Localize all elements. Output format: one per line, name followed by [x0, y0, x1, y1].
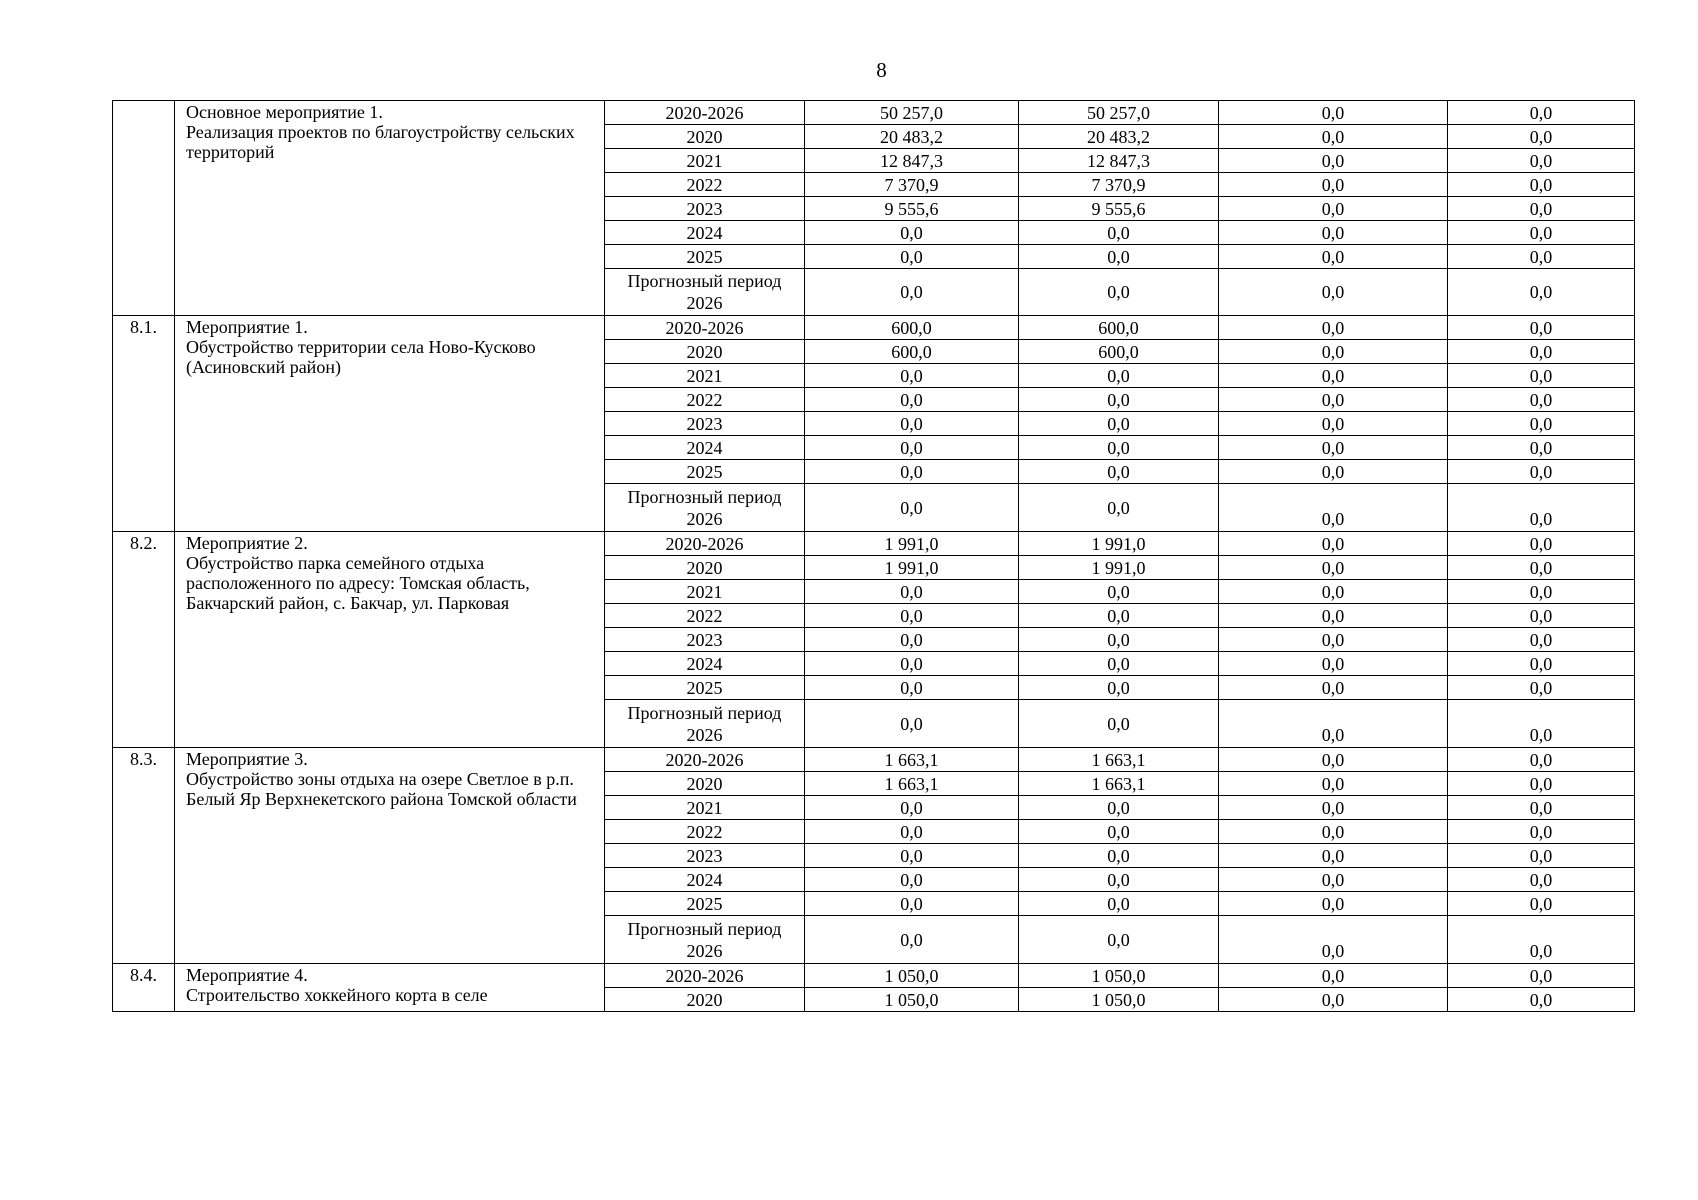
- amount-cell: 0,0: [1219, 628, 1448, 652]
- item-name-cell: [175, 532, 605, 748]
- item-name-cell: [175, 316, 605, 532]
- amount-cell: 0,0: [1448, 316, 1635, 340]
- amount-cell: 1 663,1: [805, 748, 1019, 772]
- amount-cell: 0,0: [1219, 844, 1448, 868]
- amount-cell: 0,0: [1448, 436, 1635, 460]
- amount-cell: 1 050,0: [805, 964, 1019, 988]
- amount-cell: 20 483,2: [1019, 125, 1219, 149]
- table-row: [113, 748, 1635, 772]
- period-cell: 2023: [605, 628, 805, 652]
- amount-cell: 0,0: [1219, 772, 1448, 796]
- amount-cell: 7 370,9: [805, 173, 1019, 197]
- amount-cell: 0,0: [805, 436, 1019, 460]
- amount-cell: 0,0: [1448, 460, 1635, 484]
- amount-cell: 0,0: [1448, 964, 1635, 988]
- amount-cell: 0,0: [805, 388, 1019, 412]
- amount-cell: 0,0: [1448, 364, 1635, 388]
- amount-cell: 0,0: [1019, 628, 1219, 652]
- amount-cell: 0,0: [1219, 652, 1448, 676]
- amount-cell: 0,0: [1019, 796, 1219, 820]
- period-cell: Прогнозный период 2026: [605, 484, 805, 532]
- amount-cell: 12 847,3: [1019, 149, 1219, 173]
- period-cell: 2024: [605, 868, 805, 892]
- item-description: Строительство хоккейного корта в селе: [186, 985, 488, 1005]
- period-cell: 2020: [605, 988, 805, 1012]
- amount-cell: 0,0: [1448, 988, 1635, 1012]
- amount-cell: 0,0: [1448, 532, 1635, 556]
- amount-cell: 0,0: [805, 412, 1019, 436]
- table-row: [113, 964, 1635, 988]
- amount-cell: 0,0: [1448, 221, 1635, 245]
- amount-cell: 0,0: [805, 628, 1019, 652]
- item-number: 8.1.: [113, 316, 175, 532]
- amount-cell: 50 257,0: [1019, 101, 1219, 125]
- amount-cell: 0,0: [1448, 604, 1635, 628]
- amount-cell: 0,0: [1219, 580, 1448, 604]
- amount-cell: 0,0: [1219, 173, 1448, 197]
- amount-cell: 0,0: [1019, 700, 1219, 748]
- amount-cell: 0,0: [1219, 197, 1448, 221]
- item-title: Мероприятие 3.: [186, 749, 308, 769]
- amount-cell: 1 663,1: [1019, 772, 1219, 796]
- amount-cell: 1 991,0: [805, 556, 1019, 580]
- amount-cell: 0,0: [1448, 149, 1635, 173]
- amount-cell: 0,0: [1219, 245, 1448, 269]
- amount-cell: 1 991,0: [805, 532, 1019, 556]
- amount-cell: 0,0: [805, 868, 1019, 892]
- table-row: [113, 101, 1635, 125]
- period-cell: 2025: [605, 676, 805, 700]
- amount-cell: 0,0: [1019, 460, 1219, 484]
- amount-cell: 0,0: [1448, 484, 1635, 532]
- amount-cell: 0,0: [1219, 700, 1448, 748]
- period-cell: 2024: [605, 652, 805, 676]
- amount-cell: 0,0: [1219, 748, 1448, 772]
- period-cell: 2022: [605, 173, 805, 197]
- amount-cell: 0,0: [1448, 844, 1635, 868]
- amount-cell: 0,0: [1019, 388, 1219, 412]
- period-cell: 2024: [605, 221, 805, 245]
- amount-cell: 0,0: [805, 916, 1019, 964]
- amount-cell: 0,0: [1019, 652, 1219, 676]
- amount-cell: 0,0: [1448, 173, 1635, 197]
- amount-cell: 0,0: [1019, 221, 1219, 245]
- amount-cell: 0,0: [1219, 796, 1448, 820]
- amount-cell: 0,0: [1448, 700, 1635, 748]
- amount-cell: 0,0: [1219, 916, 1448, 964]
- period-cell: 2023: [605, 844, 805, 868]
- amount-cell: 0,0: [1219, 316, 1448, 340]
- amount-cell: 0,0: [1448, 676, 1635, 700]
- period-cell: 2020: [605, 340, 805, 364]
- period-cell: 2022: [605, 388, 805, 412]
- amount-cell: 0,0: [1448, 388, 1635, 412]
- amount-cell: 1 663,1: [805, 772, 1019, 796]
- period-cell: 2021: [605, 149, 805, 173]
- amount-cell: 0,0: [1019, 820, 1219, 844]
- item-description: Обустройство зоны отдыха на озере Светлое в р.п. Белый Яр Верхнекетского района Томской области: [186, 769, 577, 809]
- amount-cell: 0,0: [1448, 340, 1635, 364]
- period-cell: 2020-2026: [605, 964, 805, 988]
- item-name-cell: [175, 748, 605, 964]
- amount-cell: 0,0: [805, 676, 1019, 700]
- period-cell: 2021: [605, 796, 805, 820]
- amount-cell: 0,0: [1448, 580, 1635, 604]
- amount-cell: 7 370,9: [1019, 173, 1219, 197]
- amount-cell: 0,0: [1448, 628, 1635, 652]
- amount-cell: 0,0: [1219, 436, 1448, 460]
- item-title: Мероприятие 2.: [186, 533, 308, 553]
- period-cell: 2025: [605, 892, 805, 916]
- amount-cell: 600,0: [1019, 316, 1219, 340]
- item-number: 8.2.: [113, 532, 175, 748]
- period-cell: 2023: [605, 197, 805, 221]
- period-cell: 2020-2026: [605, 101, 805, 125]
- period-cell: 2023: [605, 412, 805, 436]
- item-name-cell: [175, 101, 605, 316]
- period-cell: 2022: [605, 820, 805, 844]
- amount-cell: 0,0: [1448, 868, 1635, 892]
- amount-cell: 0,0: [1219, 269, 1448, 316]
- amount-cell: 1 050,0: [1019, 964, 1219, 988]
- amount-cell: 9 555,6: [805, 197, 1019, 221]
- amount-cell: 0,0: [1219, 868, 1448, 892]
- amount-cell: 0,0: [805, 700, 1019, 748]
- amount-cell: 0,0: [1219, 988, 1448, 1012]
- item-name-cell: [175, 964, 605, 1012]
- amount-cell: 0,0: [1019, 868, 1219, 892]
- amount-cell: 0,0: [805, 269, 1019, 316]
- item-title: Основное мероприятие 1.: [186, 102, 383, 122]
- period-cell: 2021: [605, 364, 805, 388]
- amount-cell: 600,0: [805, 340, 1019, 364]
- period-cell: 2021: [605, 580, 805, 604]
- amount-cell: 0,0: [1448, 796, 1635, 820]
- item-number: 8.4.: [113, 964, 175, 1012]
- amount-cell: 0,0: [1448, 197, 1635, 221]
- amount-cell: 0,0: [1219, 364, 1448, 388]
- amount-cell: 0,0: [1019, 580, 1219, 604]
- amount-cell: 0,0: [1219, 556, 1448, 580]
- amount-cell: 0,0: [1019, 436, 1219, 460]
- amount-cell: 0,0: [1219, 964, 1448, 988]
- amount-cell: 0,0: [1219, 221, 1448, 245]
- amount-cell: 1 991,0: [1019, 532, 1219, 556]
- amount-cell: 0,0: [1448, 412, 1635, 436]
- period-cell: Прогнозный период 2026: [605, 269, 805, 316]
- amount-cell: 0,0: [1019, 844, 1219, 868]
- amount-cell: 0,0: [1019, 269, 1219, 316]
- amount-cell: 0,0: [1219, 532, 1448, 556]
- period-cell: 2020-2026: [605, 748, 805, 772]
- period-cell: 2020-2026: [605, 316, 805, 340]
- amount-cell: 600,0: [1019, 340, 1219, 364]
- amount-cell: 0,0: [1019, 412, 1219, 436]
- amount-cell: 0,0: [1019, 604, 1219, 628]
- amount-cell: 0,0: [805, 484, 1019, 532]
- amount-cell: 0,0: [1019, 484, 1219, 532]
- amount-cell: 20 483,2: [805, 125, 1019, 149]
- period-cell: 2025: [605, 245, 805, 269]
- period-cell: 2020-2026: [605, 532, 805, 556]
- amount-cell: 0,0: [1219, 604, 1448, 628]
- amount-cell: 0,0: [1448, 820, 1635, 844]
- amount-cell: 0,0: [1219, 820, 1448, 844]
- period-cell: 2020: [605, 125, 805, 149]
- funding-table-body: [113, 101, 1635, 1012]
- amount-cell: 0,0: [1219, 340, 1448, 364]
- amount-cell: 0,0: [805, 892, 1019, 916]
- funding-table: [112, 100, 1635, 1012]
- amount-cell: 0,0: [1448, 269, 1635, 316]
- item-number: 8.3.: [113, 748, 175, 964]
- item-title: Мероприятие 1.: [186, 317, 308, 337]
- amount-cell: 0,0: [1019, 676, 1219, 700]
- amount-cell: 0,0: [1019, 916, 1219, 964]
- period-cell: Прогнозный период 2026: [605, 916, 805, 964]
- amount-cell: 0,0: [805, 580, 1019, 604]
- amount-cell: 0,0: [805, 604, 1019, 628]
- period-cell: 2022: [605, 604, 805, 628]
- amount-cell: 0,0: [805, 460, 1019, 484]
- amount-cell: 0,0: [1448, 101, 1635, 125]
- item-description: Реализация проектов по благоустройству сельских территорий: [186, 122, 575, 162]
- amount-cell: 0,0: [1448, 748, 1635, 772]
- amount-cell: 0,0: [1448, 652, 1635, 676]
- amount-cell: 0,0: [1448, 125, 1635, 149]
- amount-cell: 9 555,6: [1019, 197, 1219, 221]
- amount-cell: 1 991,0: [1019, 556, 1219, 580]
- item-description: Обустройство территории села Ново-Кусково (Асиновский район): [186, 337, 536, 377]
- amount-cell: 0,0: [1219, 484, 1448, 532]
- amount-cell: 12 847,3: [805, 149, 1019, 173]
- amount-cell: 0,0: [805, 245, 1019, 269]
- amount-cell: 50 257,0: [805, 101, 1019, 125]
- amount-cell: 0,0: [1219, 149, 1448, 173]
- amount-cell: 0,0: [1219, 412, 1448, 436]
- amount-cell: 0,0: [1219, 676, 1448, 700]
- period-cell: 2020: [605, 556, 805, 580]
- period-cell: 2025: [605, 460, 805, 484]
- page-number: 8: [876, 58, 887, 82]
- amount-cell: 0,0: [1019, 892, 1219, 916]
- amount-cell: 0,0: [1219, 125, 1448, 149]
- amount-cell: 0,0: [805, 796, 1019, 820]
- amount-cell: 0,0: [805, 820, 1019, 844]
- amount-cell: 0,0: [1448, 245, 1635, 269]
- amount-cell: 0,0: [805, 652, 1019, 676]
- amount-cell: 0,0: [1219, 388, 1448, 412]
- amount-cell: 0,0: [1448, 916, 1635, 964]
- amount-cell: 0,0: [1219, 892, 1448, 916]
- item-number: [113, 101, 175, 316]
- amount-cell: 1 050,0: [805, 988, 1019, 1012]
- period-cell: 2024: [605, 436, 805, 460]
- amount-cell: 0,0: [1219, 460, 1448, 484]
- amount-cell: 0,0: [1019, 364, 1219, 388]
- amount-cell: 0,0: [1219, 101, 1448, 125]
- amount-cell: 0,0: [805, 364, 1019, 388]
- amount-cell: 1 050,0: [1019, 988, 1219, 1012]
- amount-cell: 0,0: [805, 221, 1019, 245]
- amount-cell: 0,0: [1448, 772, 1635, 796]
- item-title: Мероприятие 4.: [186, 965, 308, 985]
- amount-cell: 0,0: [805, 844, 1019, 868]
- item-description: Обустройство парка семейного отдыха расположенного по адресу: Томская область, Бакчарский район, с. Бакчар, ул. Парковая: [186, 553, 530, 613]
- amount-cell: 0,0: [1448, 892, 1635, 916]
- table-row: [113, 316, 1635, 340]
- amount-cell: 0,0: [1019, 245, 1219, 269]
- amount-cell: 1 663,1: [1019, 748, 1219, 772]
- amount-cell: 600,0: [805, 316, 1019, 340]
- table-row: [113, 532, 1635, 556]
- period-cell: 2020: [605, 772, 805, 796]
- period-cell: Прогнозный период 2026: [605, 700, 805, 748]
- amount-cell: 0,0: [1448, 556, 1635, 580]
